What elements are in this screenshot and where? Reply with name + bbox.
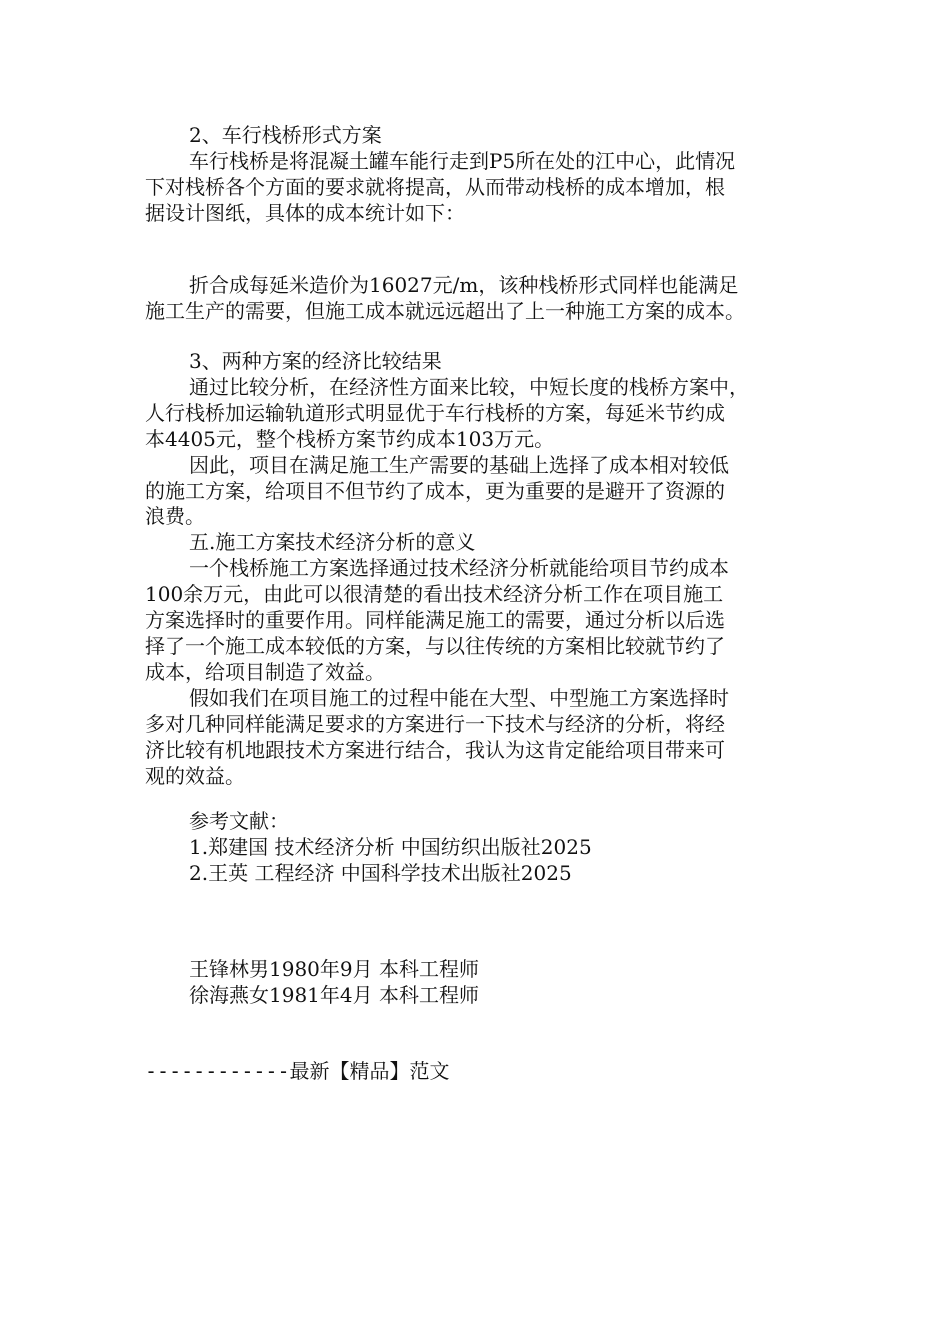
- paragraph-line: 多对几种同样能满足要求的方案进行一下技术与经济的分析，将经: [145, 712, 725, 736]
- paragraph-line: 方案选择时的重要作用。同样能满足施工的需要，通过分析以后选: [145, 608, 725, 632]
- paragraph-line: 的施工方案，给项目不但节约了成本，更为重要的是避开了资源的: [145, 479, 725, 503]
- footer-text: 最新【精品】范文: [289, 1059, 450, 1083]
- section-heading: 3、两种方案的经济比较结果: [189, 349, 442, 373]
- references-heading: 参考文献：: [189, 809, 289, 833]
- paragraph-line: 施工生产的需要，但施工成本就远远超出了上一种施工方案的成本。: [145, 299, 745, 323]
- paragraph-line: 观的效益。: [145, 764, 245, 788]
- footer-banner: [145, 1058, 450, 1084]
- paragraph-line: 通过比较分析，在经济性方面来比较，中短长度的栈桥方案中，: [189, 375, 749, 399]
- paragraph-line: 择了一个施工成本较低的方案，与以往传统的方案相比较就节约了: [145, 634, 725, 658]
- paragraph-line: 折合成每延米造价为16027元/m，该种栈桥形式同样也能满足: [189, 273, 739, 297]
- paragraph-line: 车行栈桥是将混凝土罐车能行走到P5所在处的江中心，此情况: [189, 149, 736, 173]
- author-line: 徐海燕女1981年4月 本科工程师: [189, 983, 479, 1007]
- paragraph-line: 100余万元，由此可以很清楚的看出技术经济分析工作在项目施工: [145, 582, 724, 606]
- paragraph-line: 浪费。: [145, 504, 205, 528]
- author-line: 王锋林男1980年9月 本科工程师: [189, 957, 479, 981]
- paragraph-line: 据设计图纸，具体的成本统计如下：: [145, 201, 465, 225]
- section-heading: 2、车行栈桥形式方案: [189, 123, 382, 147]
- footer-dashes: ------------: [145, 1059, 290, 1083]
- paragraph-line: 假如我们在项目施工的过程中能在大型、中型施工方案选择时: [189, 686, 729, 710]
- paragraph-line: 济比较有机地跟技术方案进行结合，我认为这肯定能给项目带来可: [145, 738, 725, 762]
- section-heading: 五.施工方案技术经济分析的意义: [189, 530, 476, 554]
- paragraph-line: 人行栈桥加运输轨道形式明显优于车行栈桥的方案，每延米节约成: [145, 401, 725, 425]
- paragraph-line: 成本，给项目制造了效益。: [145, 660, 385, 684]
- reference-item: 2.王英 工程经济 中国科学技术出版社2025: [189, 861, 572, 885]
- paragraph-line: 本4405元，整个栈桥方案节约成本103万元。: [145, 427, 555, 451]
- reference-item: 1.郑建国 技术经济分析 中国纺织出版社2025: [189, 835, 592, 859]
- paragraph-line: 因此，项目在满足施工生产需要的基础上选择了成本相对较低: [189, 453, 729, 477]
- paragraph-line: 下对栈桥各个方面的要求就将提高，从而带动栈桥的成本增加，根: [145, 175, 725, 199]
- paragraph-line: 一个栈桥施工方案选择通过技术经济分析就能给项目节约成本: [189, 556, 729, 580]
